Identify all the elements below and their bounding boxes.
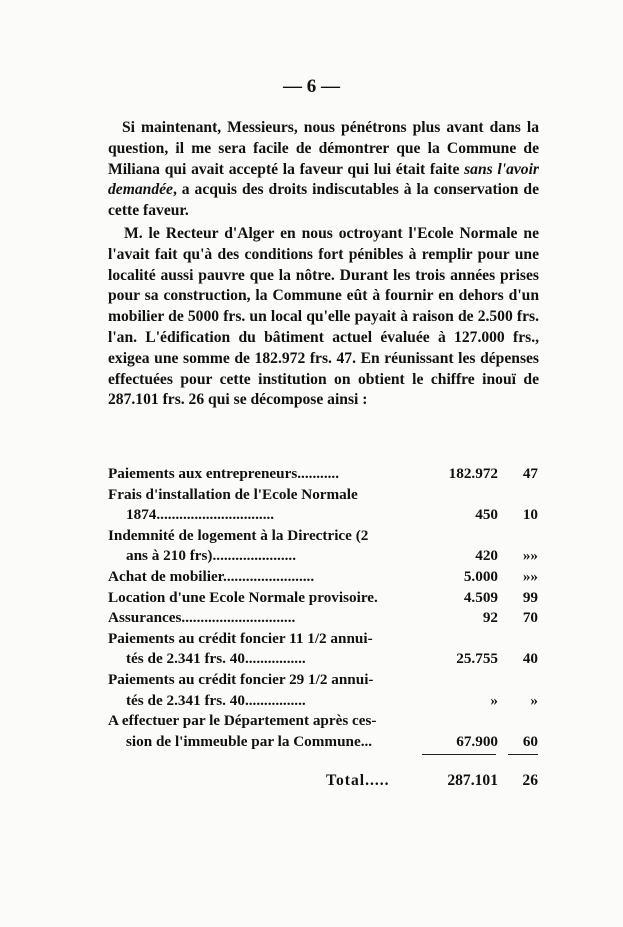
ledger-item-line1: Indemnité de logement à la Directrice (2 (108, 526, 369, 544)
ledger-item-line1: Paiements aux entrepreneurs........... (108, 465, 340, 482)
ledger-item-label (108, 711, 423, 752)
ledger-item-label (108, 670, 423, 711)
page-number: — 6 — (283, 76, 340, 97)
paragraph-1-text-end: , a acquis des droits indiscutables à la conservation de cette faveur. (108, 181, 539, 220)
ledger-total-row (108, 770, 538, 796)
paragraph-1-italic: sans l'avoir demandée (108, 160, 539, 199)
ledger-item-cents: »» (522, 567, 538, 585)
ledger-row (108, 711, 538, 752)
ledger-item-cents: 99 (522, 588, 538, 606)
paragraph-1-text: Si maintenant, Messieurs, nous pénétrons plus avant dans la question, il me sera facile de démontrer que la Commune de Miliana qui avait accepté la faveur qui lui était faite (108, 119, 539, 178)
ledger-item-amount: 92 (482, 609, 498, 627)
expense-ledger (108, 464, 538, 796)
total-cents: 26 (522, 772, 538, 790)
ledger-item-line1: Frais d'installation de l'Ecole Normale (108, 485, 358, 503)
sum-rule (108, 752, 538, 758)
ledger-rows (108, 464, 538, 752)
ledger-item-line1: Paiements au crédit foncier 11 1/2 annui- (108, 629, 373, 647)
ledger-row (108, 464, 538, 485)
ledger-item-amount: 420 (475, 547, 498, 565)
body-text (108, 118, 539, 411)
ledger-row (108, 629, 538, 670)
ledger-item-cents: 40 (522, 650, 538, 668)
ledger-row (108, 485, 538, 526)
ledger-item-cents: 47 (522, 465, 538, 482)
ledger-item-label (108, 608, 423, 629)
ledger-item-line2: ans à 210 frs)...................... (126, 547, 297, 565)
ledger-item-cents: 70 (522, 609, 538, 627)
total-amount: 287.101 (447, 772, 498, 790)
ledger-item-cents: 10 (522, 506, 538, 524)
sum-rule-amount (422, 754, 496, 755)
paragraph-1 (108, 118, 539, 222)
ledger-item-line1: Achat de mobilier........................ (108, 567, 315, 585)
total-label: Total..... (326, 772, 390, 790)
ledger-row (108, 526, 538, 567)
ledger-item-amount: 25.755 (456, 650, 498, 668)
ledger-item-amount: » (490, 691, 498, 709)
ledger-item-amount: 4.509 (463, 588, 498, 606)
ledger-item-line2: tés de 2.341 frs. 40................ (126, 691, 306, 709)
ledger-item-label (108, 629, 423, 670)
ledger-item-line1: A effectuer par le Département après ces- (108, 712, 377, 730)
ledger-item-line1: Location d'une Ecole Normale provisoire. (108, 588, 378, 606)
ledger-row (108, 608, 538, 629)
ledger-row (108, 670, 538, 711)
ledger-item-cents: » (530, 691, 538, 709)
ledger-item-cents: 60 (522, 732, 538, 750)
ledger-item-amount: 182.972 (448, 465, 498, 482)
paragraph-2: M. le Recteur d'Alger en nous octroyant l'Ecole Normale ne l'avait fait qu'à des conditions fort pénibles à remplir pour une localité aussi pauvre que la nôtre. Durant les trois années prises pour sa construction, la Commune eût à fournir en dehors d'un mobilier de 5000 frs. un local qu'elle payait à raison de 2.500 frs. l'an. L'édification du bâtiment actuel évaluée à 127.000 frs., exigea une somme de 182.972 frs. 47. En réunissant les dépenses effectuées pour cette institution on obtient le chiffre inouï de 287.101 frs. 26 qui se décompose ainsi : (108, 224, 539, 409)
sum-rule-cents (508, 754, 538, 755)
ledger-item-cents: »» (522, 547, 538, 565)
ledger-item-label (108, 485, 423, 526)
ledger-item-label (108, 464, 423, 485)
ledger-row (108, 588, 538, 609)
ledger-item-line1: Paiements au crédit foncier 29 1/2 annui- (108, 670, 374, 688)
ledger-item-line2: tés de 2.341 frs. 40................ (126, 650, 306, 668)
ledger-item-line2: 1874............................... (126, 506, 275, 524)
ledger-item-label (108, 567, 423, 588)
ledger-item-label (108, 588, 423, 609)
ledger-item-line2: sion de l'immeuble par la Commune... (126, 732, 373, 750)
ledger-item-line1: Assurances.............................. (108, 609, 296, 627)
ledger-item-amount: 5.000 (463, 567, 498, 585)
ledger-item-label (108, 526, 423, 567)
ledger-item-amount: 67.900 (456, 732, 498, 750)
ledger-row (108, 567, 538, 588)
ledger-item-amount: 450 (475, 506, 498, 524)
